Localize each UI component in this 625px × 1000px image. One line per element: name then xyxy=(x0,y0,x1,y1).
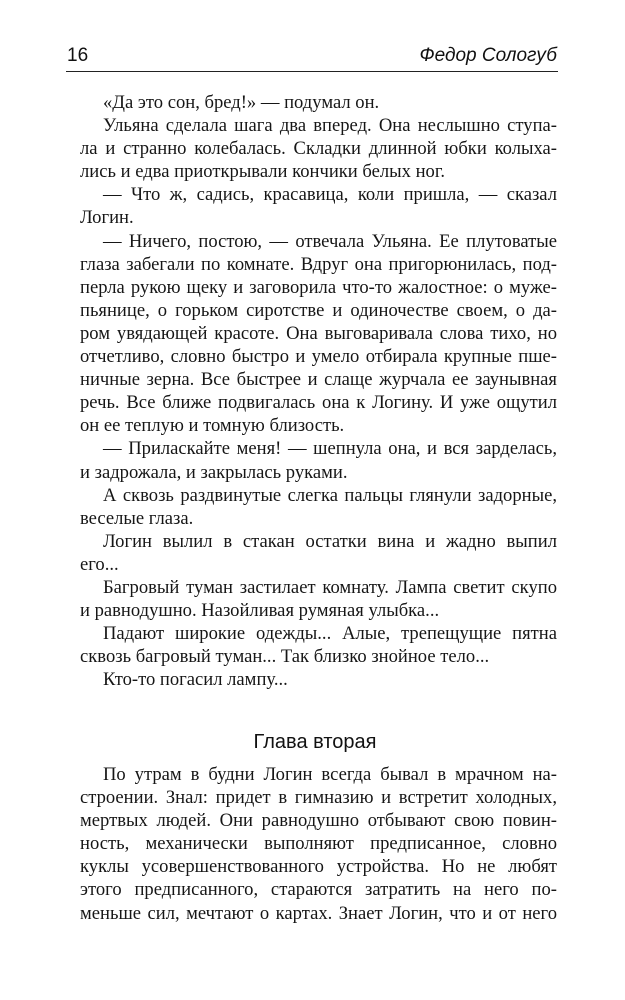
text-line: сквозь багровый туман... Так близко знойное тело... xyxy=(80,646,490,668)
paragraph xyxy=(80,183,557,229)
text-line: отчетливо, словно быстро и умело отбирала крупные пше- xyxy=(80,346,557,368)
text-line: Логин вылил в стакан остатки вина и жадно выпил xyxy=(103,530,557,552)
text-line: мертвых людей. Они равнодушно отбывают свою повин- xyxy=(80,810,557,832)
text-line: его... xyxy=(80,553,119,575)
text-line: «Да это сон, бред!» — подумал он. xyxy=(103,92,380,113)
paragraph xyxy=(80,230,557,438)
text-line: строении. Знал: придет в гимназию и встретит холодных, xyxy=(80,787,557,809)
paragraph xyxy=(80,530,557,576)
text-line: меньше сил, мечтают о картах. Знает Логин, что и от него xyxy=(80,902,557,924)
paragraph xyxy=(80,484,557,530)
text-line: речь. Все ближе подвигалась она к Логину. И уже ощутил xyxy=(80,392,557,414)
text-line: — Приласкайте меня! — шепнула она, и вся зарделась, xyxy=(103,438,557,460)
running-title: Федор Сологуб xyxy=(419,45,557,66)
text-line: По утрам в будни Логин всегда бывал в мрачном на- xyxy=(103,764,557,785)
text-line: лись и едва приоткрывали кончики белых ног. xyxy=(80,161,446,183)
chapter-heading: Глава вторая xyxy=(253,731,377,753)
paragraph xyxy=(80,668,557,691)
text-line: Падают широкие одежды... Алые, трепещущие пятна xyxy=(103,623,557,645)
paragraph xyxy=(80,763,557,925)
text-line: и равнодушно. Назойливая румяная улыбка... xyxy=(80,600,440,622)
text-line: Логин. xyxy=(80,207,134,229)
text-line: он ее теплую и томную близость. xyxy=(80,415,345,437)
body-text-bottom xyxy=(80,763,557,925)
paragraph xyxy=(80,622,557,668)
text-line: ность, механически выполняют предписанное, словно xyxy=(80,833,557,855)
text-line: — Что ж, садись, красавица, коли пришла, — сказал xyxy=(103,184,557,206)
paragraph xyxy=(80,114,557,183)
text-line: А сквозь раздвинутые слегка пальцы глянули задорные, xyxy=(103,484,557,506)
text-line: куклы усовершенствованного устройства. Но не любят xyxy=(80,856,557,878)
paragraph xyxy=(80,91,557,114)
header-rule xyxy=(66,71,558,72)
text-line: веселые глаза. xyxy=(80,507,194,529)
page-number: 16 xyxy=(67,45,89,66)
text-line: Ульяна сделала шага два вперед. Она неслышно ступа- xyxy=(103,115,557,137)
text-line: — Ничего, постою, — отвечала Ульяна. Ее плутоватые xyxy=(103,230,557,252)
text-line: пьянице, о горьком сиротстве и одиночестве своем, о да- xyxy=(80,299,557,321)
text-line: ла и странно колебалась. Складки длинной юбки колыха- xyxy=(80,138,557,160)
text-line: ничные зерна. Все быстрее и слаще журчала ее заунывная xyxy=(80,369,557,391)
text-line: ром увядающей красоте. Она выговаривала слова тихо, но xyxy=(80,322,557,344)
paragraph xyxy=(80,576,557,622)
text-line: Багровый туман застилает комнату. Лампа светит скупо xyxy=(103,576,557,598)
text-line: Кто-то погасил лампу... xyxy=(103,669,288,691)
text-line: глаза забегали по комнате. Вдруг она пригорюнилась, под- xyxy=(80,253,557,275)
body-text-top xyxy=(80,91,557,691)
text-line: этого предписанного, стараются затратить на него по- xyxy=(80,879,557,901)
paragraph xyxy=(80,437,557,483)
text-line: и задрожала, и закрылась руками. xyxy=(80,461,348,483)
text-line: перла рукою щеку и заговорила что-то жалостное: о муже- xyxy=(80,276,557,298)
